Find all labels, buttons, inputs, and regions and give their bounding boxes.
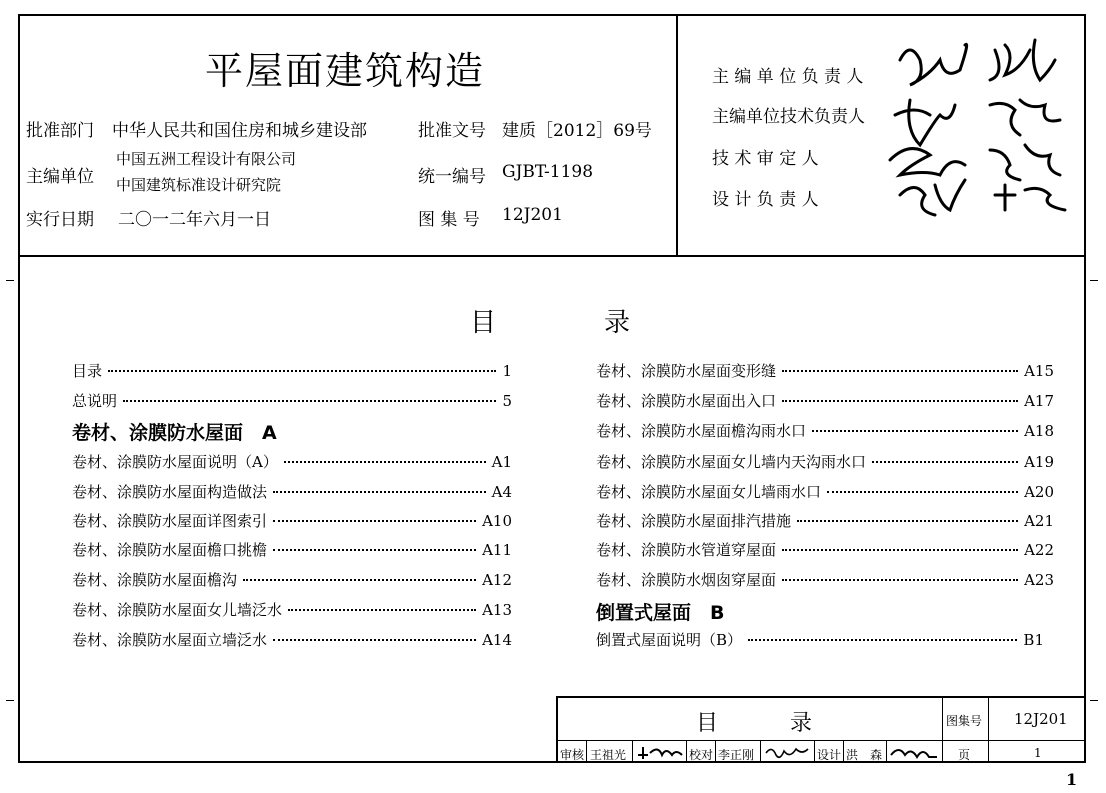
toc-item[interactable] xyxy=(72,569,512,590)
toc-leader xyxy=(748,639,1017,641)
toc-item[interactable] xyxy=(72,360,512,381)
toc-item[interactable] xyxy=(596,569,1054,590)
toc-leader xyxy=(273,549,476,551)
toc-item-title: 目录 xyxy=(72,362,103,380)
margin-tick xyxy=(1090,700,1098,701)
check-label: 校对 xyxy=(689,748,714,762)
review-name: 王祖光 xyxy=(590,748,627,762)
toc-item-title: 卷材、涂膜防水屋面女儿墙雨水口 xyxy=(596,483,822,501)
toc-item-page: A13 xyxy=(482,601,512,619)
toc-leader xyxy=(273,491,486,493)
review-label: 审核 xyxy=(560,748,585,762)
effective-date-label: 实行日期 xyxy=(26,210,94,230)
toc-item-page: A18 xyxy=(1024,422,1054,440)
tb-sep xyxy=(632,741,633,763)
toc-leader xyxy=(782,579,1018,581)
toc-item[interactable] xyxy=(72,481,512,502)
toc-heading-right: 录 xyxy=(604,308,631,338)
tb-sep xyxy=(686,741,687,763)
handwritten-signatures xyxy=(880,30,1080,220)
tb-sep xyxy=(843,741,844,763)
toc-item-title: 总说明 xyxy=(72,392,118,410)
title-block-col-line xyxy=(942,698,943,763)
atlas-no-label: 图 集 号 xyxy=(418,210,480,230)
toc-item-title: 卷材、涂膜防水屋面排汽措施 xyxy=(596,512,792,530)
toc-item-page: A1 xyxy=(491,453,512,471)
toc-item-title: 卷材、涂膜防水屋面女儿墙泛水 xyxy=(72,601,283,619)
toc-section-b: 倒置式屋面 B xyxy=(596,602,725,624)
toc-item[interactable] xyxy=(596,539,1054,560)
toc-item-title: 卷材、涂膜防水屋面出入口 xyxy=(596,392,777,410)
page-value: 1 xyxy=(1034,746,1042,760)
toc-item-title: 卷材、涂膜防水烟囱穿屋面 xyxy=(596,571,777,589)
tb-sep xyxy=(814,741,815,763)
page-title: 平屋面建筑构造 xyxy=(205,49,486,93)
unified-no-value: GJBT-1198 xyxy=(502,162,594,182)
toc-leader xyxy=(243,579,476,581)
toc-item-title: 卷材、涂膜防水屋面详图索引 xyxy=(72,512,268,530)
title-block xyxy=(556,696,1086,763)
toc-item-title: 卷材、涂膜防水屋面构造做法 xyxy=(72,483,268,501)
toc-heading-left: 目 xyxy=(470,308,497,338)
toc-leader xyxy=(123,400,496,402)
toc-item-page: A20 xyxy=(1024,483,1054,501)
toc-item-title: 卷材、涂膜防水屋面立墙泛水 xyxy=(72,631,268,649)
chief-tech-head-label: 主编单位技术负责人 xyxy=(712,107,865,127)
title-block-atlas-label: 图集号 xyxy=(946,714,983,728)
toc-item[interactable] xyxy=(72,599,512,620)
toc-leader xyxy=(284,461,486,463)
toc-leader xyxy=(872,461,1018,463)
toc-item[interactable] xyxy=(72,390,512,411)
toc-leader xyxy=(827,491,1018,493)
toc-item-page: A17 xyxy=(1024,392,1054,410)
toc-item-title: 卷材、涂膜防水屋面变形缝 xyxy=(596,362,777,380)
toc-item[interactable] xyxy=(596,510,1054,531)
toc-leader xyxy=(288,609,476,611)
approval-doc-label: 批准文号 xyxy=(418,121,486,141)
toc-item-title: 卷材、涂膜防水屋面说明（A） xyxy=(72,453,278,471)
title-block-atlas-value: 12J201 xyxy=(1014,710,1068,728)
toc-leader xyxy=(273,639,476,641)
toc-item-page: A23 xyxy=(1024,571,1054,589)
page-label: 页 xyxy=(958,748,971,762)
toc-item-page: 5 xyxy=(502,392,512,410)
toc-item[interactable] xyxy=(596,629,1044,650)
toc-leader xyxy=(782,549,1018,551)
review-signature xyxy=(636,743,684,761)
toc-item-title: 卷材、涂膜防水屋面檐沟 xyxy=(72,571,238,589)
atlas-no-value: 12J201 xyxy=(502,205,563,225)
approval-doc-value: 建质［2012］69号 xyxy=(502,121,652,141)
sheet-page-number: 1 xyxy=(1066,770,1078,789)
toc-item-page: A14 xyxy=(482,631,512,649)
toc-item-title: 卷材、涂膜防水屋面檐口挑檐 xyxy=(72,541,268,559)
tb-sep xyxy=(715,741,716,763)
design-signature xyxy=(889,743,939,761)
toc-item[interactable] xyxy=(596,360,1054,381)
toc-item[interactable] xyxy=(596,420,1054,441)
toc-item[interactable] xyxy=(72,510,512,531)
margin-tick xyxy=(6,280,14,281)
design-head-label: 设 计 负 责 人 xyxy=(712,190,819,210)
toc-item-page: B1 xyxy=(1023,631,1044,649)
design-name: 洪 森 xyxy=(846,748,883,762)
approval-dept-label: 批准部门 xyxy=(26,121,94,141)
editor-unit-line-1: 中国五洲工程设计有限公司 xyxy=(116,150,297,168)
toc-item-page: A10 xyxy=(482,512,512,530)
toc-item-title: 倒置式屋面说明（B） xyxy=(596,631,743,649)
title-block-name-left: 目 xyxy=(696,711,719,736)
toc-leader xyxy=(797,520,1018,522)
toc-section-a: 卷材、涂膜防水屋面 A xyxy=(72,422,277,444)
toc-leader xyxy=(782,370,1018,372)
design-label: 设计 xyxy=(817,748,842,762)
toc-item[interactable] xyxy=(596,451,1054,472)
toc-item-title: 卷材、涂膜防水管道穿屋面 xyxy=(596,541,777,559)
check-signature xyxy=(764,743,812,761)
toc-leader xyxy=(108,370,496,372)
tech-reviewer-label: 技 术 审 定 人 xyxy=(712,149,819,169)
tb-sep xyxy=(586,741,587,763)
toc-item-page: A21 xyxy=(1024,512,1054,530)
toc-item-page: A4 xyxy=(491,483,512,501)
toc-item[interactable] xyxy=(72,539,512,560)
editor-unit-line-2: 中国建筑标准设计研究院 xyxy=(116,176,282,194)
margin-tick xyxy=(1090,280,1098,281)
toc-item[interactable] xyxy=(596,390,1054,411)
toc-item-page: A11 xyxy=(482,541,512,559)
header-divider xyxy=(676,14,678,256)
approval-dept-value: 中华人民共和国住房和城乡建设部 xyxy=(112,121,367,141)
check-name: 李正刚 xyxy=(718,748,755,762)
header-bottom-line xyxy=(18,255,1086,257)
toc-item-page: 1 xyxy=(502,362,512,380)
title-block-col-line xyxy=(988,698,989,763)
toc-leader xyxy=(782,400,1018,402)
toc-item-title: 卷材、涂膜防水屋面檐沟雨水口 xyxy=(596,422,807,440)
effective-date-value: 二〇一二年六月一日 xyxy=(118,210,271,230)
toc-item-page: A12 xyxy=(482,571,512,589)
toc-item-page: A15 xyxy=(1024,362,1054,380)
unified-no-label: 统一编号 xyxy=(418,167,486,187)
toc-item-page: A22 xyxy=(1024,541,1054,559)
chief-unit-head-label: 主 编 单 位 负 责 人 xyxy=(712,67,864,87)
toc-item[interactable] xyxy=(72,451,512,472)
toc-item-page: A19 xyxy=(1024,453,1054,471)
margin-tick xyxy=(6,700,14,701)
toc-leader xyxy=(812,430,1018,432)
editor-unit-label: 主编单位 xyxy=(26,167,94,187)
tb-sep xyxy=(886,741,887,763)
toc-item[interactable] xyxy=(72,629,512,650)
title-block-row-line xyxy=(558,740,1086,741)
toc-item[interactable] xyxy=(596,481,1054,502)
tb-sep xyxy=(760,741,761,763)
toc-leader xyxy=(273,520,476,522)
toc-item-title: 卷材、涂膜防水屋面女儿墙内天沟雨水口 xyxy=(596,453,867,471)
title-block-name-right: 录 xyxy=(790,711,813,736)
